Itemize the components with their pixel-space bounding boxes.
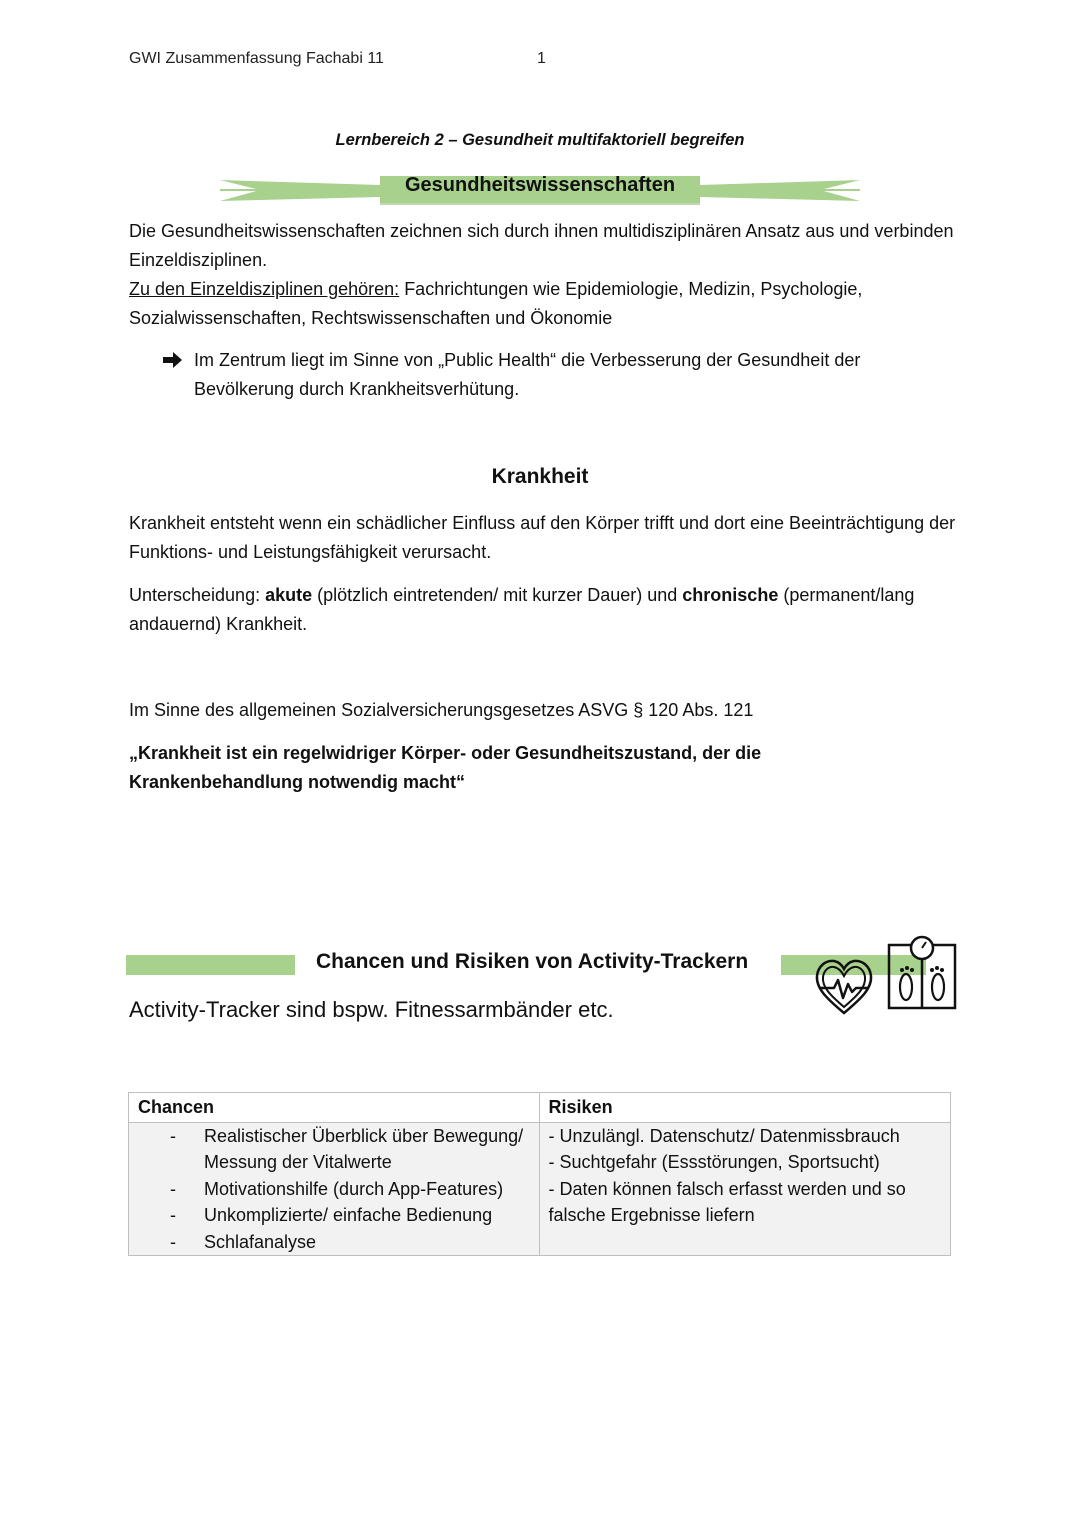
- chronic-description: (permanent/lang andauernd) Krankheit.: [129, 585, 915, 634]
- column-header-risiken: Risiken: [539, 1093, 950, 1123]
- krankheit-distinction: [129, 581, 959, 639]
- heart-rate-icon: [814, 958, 874, 1016]
- public-health-note: [194, 346, 959, 404]
- chances-cell: [129, 1122, 540, 1256]
- disciplines-label: Zu den Einzeldisziplinen gehören:: [129, 279, 400, 299]
- law-section: [129, 696, 959, 797]
- law-quote: „Krankheit ist ein regelwidriger Körper- oder Gesundheitszustand, der die Krankenbehandlung notwendig macht“: [129, 743, 762, 792]
- acute-term: akute: [265, 585, 313, 605]
- chances-list: [138, 1123, 530, 1256]
- list-item: - Unzulängl. Datenschutz/ Datenmissbrauch: [548, 1125, 900, 1146]
- gesundheitswissenschaften-body: [129, 217, 959, 333]
- activity-tracker-intro: Activity-Tracker sind bspw. Fitnessarmbänder etc.: [129, 997, 614, 1022]
- arrow-right-icon: [162, 350, 184, 375]
- chances-risks-table: [128, 1092, 951, 1256]
- document-header-title: GWI Zusammenfassung Fachabi 11: [129, 50, 384, 67]
- krankheit-definition: Krankheit entsteht wenn ein schädlicher Einfluss auf den Körper trifft und dort eine Beeinträchtigung der Funktions- und Leistungsfähigkeit verursacht.: [129, 513, 956, 562]
- scale-footprints-icon: [886, 935, 958, 1011]
- list-item: - Daten können falsch erfasst werden und so falsche Ergebnisse liefern: [548, 1178, 906, 1225]
- section-title-activity-tracker: Chancen und Risiken von Activity-Trackern: [316, 950, 749, 973]
- disciplines-text: Fachrichtungen wie Epidemiologie, Medizin, Psychologie, Sozialwissenschaften, Rechtswissenschaften und Ökonomie: [129, 279, 863, 328]
- law-reference: Im Sinne des allgemeinen Sozialversicherungsgesetzes ASVG § 120 Abs. 121: [129, 700, 754, 720]
- section-subtitle: Lernbereich 2 – Gesundheit multifaktoriell begreifen: [335, 131, 745, 149]
- distinction-prefix: Unterscheidung:: [129, 585, 266, 605]
- table-header-row: [129, 1093, 951, 1123]
- public-health-text: Im Zentrum liegt im Sinne von „Public Health“ die Verbesserung der Gesundheit der Bevölkerung durch Krankheitsverhütung.: [194, 350, 861, 399]
- chronic-term: chronische: [682, 585, 779, 605]
- intro-paragraph: Die Gesundheitswissenschaften zeichnen sich durch ihnen multidisziplinären Ansatz aus und verbinden Einzeldisziplinen.: [129, 221, 954, 270]
- table-row: [129, 1122, 951, 1256]
- list-item: - Realistischer Überblick über Bewegung/ Messung der Vitalwerte: [138, 1123, 530, 1176]
- list-item: - Schlafanalyse: [138, 1229, 530, 1256]
- section-title-gesundheitswissenschaften: Gesundheitswissenschaften: [404, 174, 676, 196]
- title-bar-left: [126, 955, 295, 975]
- section-title-krankheit: Krankheit: [491, 465, 589, 488]
- list-item: - Suchtgefahr (Essstörungen, Sportsucht): [548, 1152, 880, 1172]
- disciplines-paragraph: [129, 275, 959, 333]
- column-header-chancen: Chancen: [129, 1093, 540, 1123]
- list-item: - Unkomplizierte/ einfache Bedienung: [138, 1202, 530, 1229]
- list-item: - Motivationshilfe (durch App-Features): [138, 1176, 530, 1203]
- acute-description: (plötzlich eintretenden/ mit kurzer Dauer) und: [312, 585, 683, 605]
- risks-cell: [539, 1122, 950, 1256]
- page-number: 1: [537, 50, 546, 67]
- krankheit-body: [129, 509, 959, 639]
